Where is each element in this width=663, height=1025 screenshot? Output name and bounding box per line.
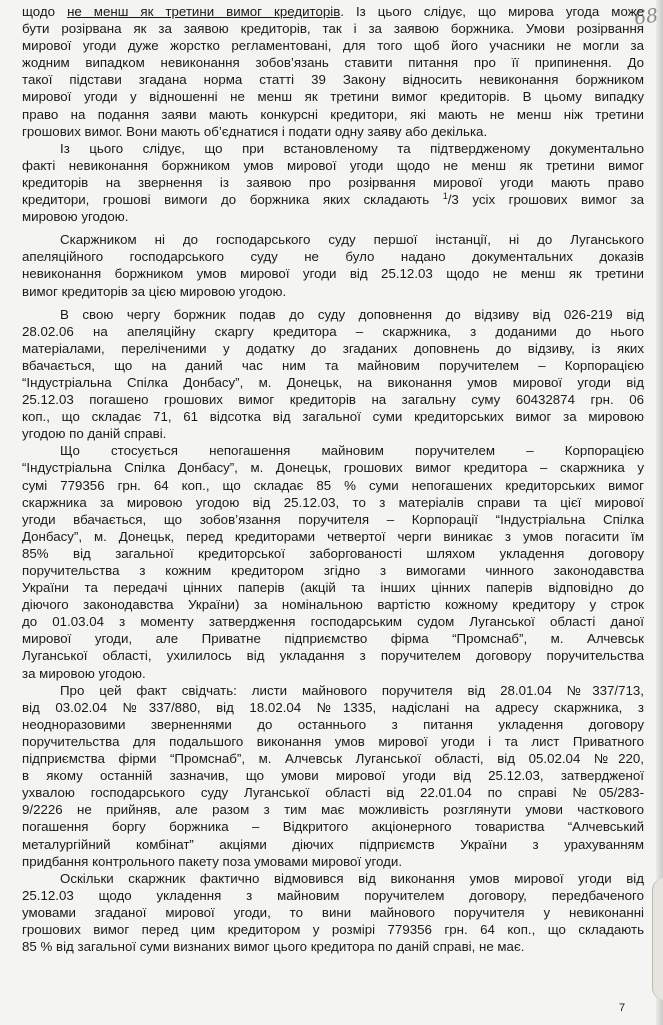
text-line: грошових вимог перед цим кредитором у розмірі 779356 грн. 64 коп., що складають [22,921,644,937]
text-line: за мировою угодою. [22,665,146,681]
text-line: підприємства фірми “Промснаб”, м. Алчевськ Луганської області, від 05.02.04 №220, [22,751,644,767]
text-line: поручительства для подальшого виконання умов мирової угоди і та лист Приватного [22,733,644,749]
text-line: Донбасу”, м. Донецьк, перед кредиторами четвертої черги виникає з умов погасити їм [22,528,644,544]
text-line: 25.12.03 щодо укладення з майновим поручителем договору, передбаченого [22,887,644,903]
text-line: бути розірвана як за заявою кредиторів, так і за заявою боржника. Умови розірвання [22,21,644,37]
text-line: поручительства з кожним кредитором згідно з вимогами чинного законодавства [22,563,644,578]
text-line: до 01.03.04 з моменту затвердження господарським судом Луганської області даної [22,614,644,630]
text-line: металургійний комбінат” акціями діючих підприємств України з урахуванням [22,836,644,852]
text-line: погашення боргу боржника – Відкритого акціонерного товариства “Алчевський [22,819,644,835]
text-line: мирової угоди, але Приватне підприємство фірма “Промснаб”, м. Алчевськ [22,631,644,647]
text-line: Про цей факт свідчать: листи майнового поручителя від 28.01.04 №337/713, [60,682,644,698]
text-line: право на подання заяви мають конкурсні кредитори, які мають не менш ніж третини [22,106,644,122]
text-line: вбачається, що на даний час ним та майновим поручителем – Корпорацією [22,357,644,373]
text-line: мирової угоди у відношенні не менш як третини вимог кредиторів. В цьому випадку [22,89,644,105]
text-line: мировою угодою. [22,209,129,225]
text-line: придбання контрольного пакету поза умовами мирової угоди. [22,853,403,869]
text-line: Скаржником ні до господарського суду першої інстанції, ні до Луганського [60,232,644,248]
text-line: Із цього слідує, що при встановленому та підтвердженому документально [60,140,644,156]
text-line: 28.02.06 на апеляційну скаргу кредитора – скаржника, з доданими до нього [22,323,644,339]
text-line: Луганської області, ухилилось від укладання з поручителем договору поручительства [22,648,644,664]
text-line: мирової угоди дуже жорстко регламентовані, для того щоб його учасники не могли за [22,38,644,54]
text-line: Що стосується непогашення майновим поручителем – Корпорацією [60,443,644,459]
text-line [22,3,644,20]
text-line: ухвалою господарського суду Луганської області від 22.01.04 по справі №05/283- [22,785,644,801]
text-line: В свою чергу боржник подав до суду доповнення до відзиву від 026-219 від [60,306,644,322]
text-line: факті невиконання боржником умов мирової угоди щодо не менш як третини вимог [22,157,644,173]
text-line: діючого законодавства України) за номінальною вартістю кожному кредитору у строк [22,597,644,613]
page-number: 7 [619,1002,626,1014]
text-line: матеріалами, переліченими у додатку до згаданих доповнень до відзиву, із яких [22,340,644,356]
text-line: 85% від загальної кредиторської заборгованості шляхом укладення договору [22,545,644,561]
text-line [22,191,644,208]
text-line: сумі 779356 грн. 64 коп., що складає 85 % суми непогашених кредиторських вимог [22,477,644,493]
text-line: грошових вимог. Вони мають об’єднатися і подати одну заяву або декілька. [22,123,488,139]
text-line: угоди вбачається, що зобов’язання поручителя – Корпорації “Індустріальна Спілка [22,511,644,527]
text-segment: кредитори, грошові вимоги до боржника яких складають [22,192,443,208]
text-line: вимог кредиторів за цією мировою угодою. [22,283,287,299]
binder-tab [652,878,663,1000]
text-segment: щодо [22,4,68,19]
text-line: “Індустріальна Спілка Донбасу”, м. Донецьк, на виконання умов мирової угоди від [22,374,644,390]
text-line: апеляційного господарського суду не було надано документальних доказів [22,249,644,265]
superscript: 1 [442,191,448,202]
text-line: України та передачі цінних паперів (акцій та інших цінних паперів відповідно до [22,580,644,596]
text-line: скаржника за мировою угодою від 25.12.03, то з матеріалів справи та цієї мирової [22,494,644,510]
text-line: угодою по даній справі. [22,426,167,442]
text-line: 85 % від загальної суми визнаних вимог цього кредитора по даній справі, не має. [22,939,525,955]
underlined-text: не менш як третини вимог кредиторів [67,4,341,19]
text-line: такої підстави згадана норма статті 39 Закону відносить невиконання боржником [22,72,644,88]
text-line: 9/2226 не прийняв, але разом з тим має можливість розглянути умови часткового [22,802,644,818]
text-line: коп., що складає 71, 61 відсотка від загальної суми кредиторських вимог за мировою [22,409,644,425]
text-line: невиконання боржником умов мирової угоди від 25.12.03 щодо не менш як третини [22,266,644,282]
text-line: в якому останній зазначив, що умови мирової угоди від 25.12.03, затвердженої [22,768,644,784]
text-line: від 03.02.04 №337/880, від 18.02.04 №1335, надіслані на адресу скаржника, з [22,699,644,715]
text-line: умовами згаданої мирової угоди, то вини майнового поручителя у невиконанні [22,904,644,920]
text-line: 25.12.03 погашено грошових вимог кредиторів на загальну суму 60432874 грн. 06 [22,392,644,408]
text-segment: . Із цього слідує, що мирова угода може [340,4,644,19]
page-edge-shadow [656,0,663,1025]
text-line: жодним випадком невиконання зобов’язань ставити питання про її припинення. До [22,55,644,71]
text-line: “Індустріальна Спілка Донбасу”, м. Донецьк, грошових вимог кредитора – скаржника у [22,460,644,476]
document-body [22,3,644,955]
text-line: неодноразовими зверненнями до останнього з питання укладення договору [22,716,644,732]
text-line: Оскільки скаржник фактично відмовився від виконання умов мирової угоди від [60,870,644,886]
handwritten-page-mark: 68 [632,4,660,30]
text-line: кредиторів на звернення із заявою про розірвання мирової угоди мають право [22,174,644,190]
text-segment: /3 усіх грошових вимог за [447,192,644,208]
